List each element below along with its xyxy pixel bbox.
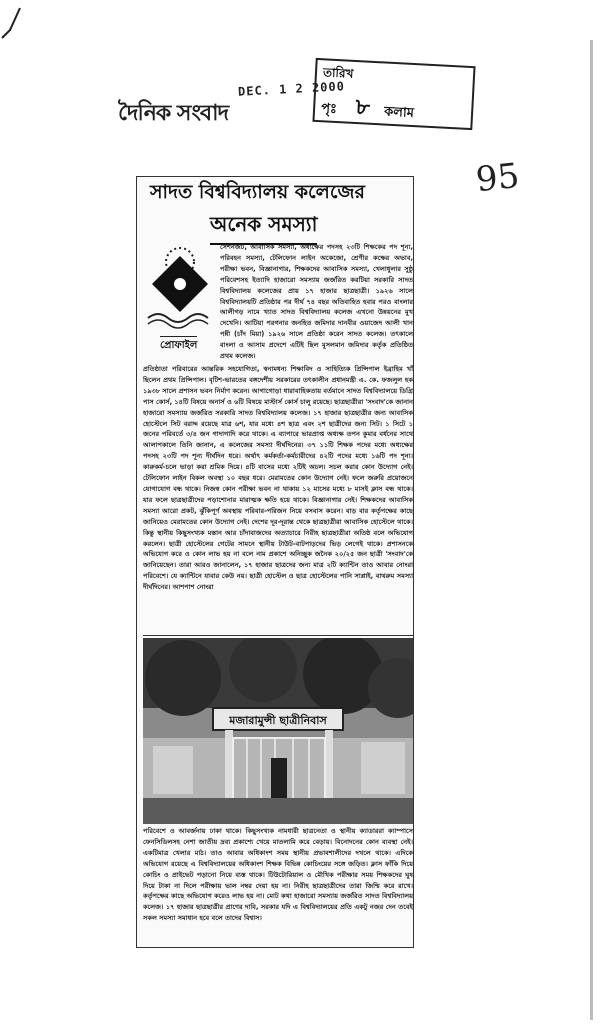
date-stamp: DEC. 1 2 2000 (237, 79, 346, 99)
profile-label: প্রোফাইল (160, 336, 197, 355)
stamp-page-number: ৮ (354, 95, 371, 121)
photo-top-rule (143, 635, 413, 636)
stamp-page-label: পৃঃ (320, 101, 338, 118)
newspaper-masthead: দৈনিক সংবাদ (118, 100, 229, 126)
article-paragraph-intro: সেশনজট, আবাসিক সমস্যা, অধ্যক্ষের পদসহ ২৩টি শিক্ষকের পদ শূন্য, পরিবহন সমস্যা, টেলিফোন লাইন অকেজো, শ্রেণীর কক্ষের অভাব, পরীক্ষা ভবন, বিজ্ঞানাগার, শিক্ষকদের আবাসিক সমস্যা, খেলাধুলার সুষ্ঠু পরিবেশসহ ইত্যাদি হাজারো সমস্যায় জর্জরিত করটিয়া সরকারি সাদত বিশ্ববিদ্যালয় কলেজের প্রায় ১৭ হাজার ছাত্রছাত্রী। ১৯২৬ সালে বিশ্ববিদ্যালয়টি প্রতিষ্ঠার পর দীর্ঘ ৭৪ বছর অতিবাহিত হবার পরও বাংলার আলীগড় নামে খ্যাত সাদত বিশ্ববিদ্যালয় কলেজ এখনো উন্নয়নের মুখ দেখেনি। আটিয়া পরগনার জনহিত জমিদার দানবীর ওয়াজেদ আলী খান পন্নী (চাঁদ মিয়া) ১৯২৬ সালে প্রতিষ্ঠা করেন সাদত কলেজ। তৎকালে বাংলা ও আসাম প্রদেশে এটিই ছিল মুসলমান জমিদার কর্তৃক প্রতিষ্ঠিত প্রথম কলেজ। (220, 243, 413, 361)
profile-logo-icon (142, 240, 214, 330)
stamp-date-label: তারিখ (322, 65, 354, 81)
article-headline-line2: অনেক সমস্যা (210, 210, 317, 245)
article-paragraph-conclusion: পরিবেশে ও আবর্জনায় ঢাকা থাকে। কিছুসংখ্যক নামধারী ছাত্রনেতা ও স্থানীয় ক্যাডাররা ক্যাম্পাসে ফেনসিডিলসহ নেশা জাতীয় দ্রব্য প্রকাশ্যে খেয়ে মাতলামি করে বেড়ায়। বিনোদনের কোন ব্যবস্থা নেই। একটিমাত্র খেলার মাঠ। তাও আবার অধিকাংশ সময় স্থানীয় প্রভাবশালীদের দখলে থাকে। এদিকে অভিযোগ রয়েছে এ বিশ্ববিদ্যালয়ের অধিকাংশ শিক্ষক বিভিন্ন কোচিংয়ের সঙ্গে জড়িত। ক্লাস ফাঁকি দিয়ে কোচিং ও প্রাইভেট পড়ানো নিয়ে ব্যস্ত থাকে। টিউটোরিয়াল ও মৌখিক পরীক্ষার সময় শিক্ষকদের ঘুষ দিয়ে টাকা না দিলে পরীক্ষায় ভাল নম্বর দেয়া হয় না। নিরীহ ছাত্রছাত্রীদের তারা জিম্মি করে রাখে। কর্তৃপক্ষের কাছে অভিযোগ করেও লাভ হয় না। মোট কথা হাজারো সমস্যায় জর্জরিত সাদত বিশ্ববিদ্যালয় কলেজ। ১৭ হাজার ছাত্রছাত্রীর প্রাণের দাবি, সরকার যদি এ বিশ্ববিদ্যালয়ের প্রতি একটু নজর দেন তবেই সকল সমস্যা সমাধান হবে বলে তাদের বিশ্বাস। (143, 827, 413, 923)
page-corner-mark (0, 0, 40, 40)
article-headline-line1: সাদত বিশ্ববিদ্যালয় কলেজের (150, 181, 365, 203)
stamp-column-label: কলাম (383, 104, 415, 122)
article-paragraph-body: প্রতিষ্ঠাতা পরিবারের আন্তরিক সহযোগিতা, স্বনামধন্য শিক্ষাবিদ ও সাহিত্যিক প্রিন্সিপাল ইব্রাহিম খাঁ ছিলেন প্রথম প্রিন্সিপাল। বৃটিশ-ভারতের বঙ্গদেশীয় সরকারের তৎকালীন প্রধানমন্ত্রী এ. কে. ফজলুল হক ১৯৩৮ সালে প্রশাসন ভবন নির্মাণ করেন। আগাগোড়া ধারাবাহিকতায় বর্তমানে সাদত বিশ্ববিদ্যালয়ে ডিগ্রি পাস কোর্স, ১৪টি বিষয়ে অনার্স ও ৬টি বিষয়ে মাস্টার্স কোর্স চালু রয়েছে। ছাত্রছাত্রীরা 'সংবাদ'কে জানান হাজারো সমস্যায় জর্জরিত সরকারি সাদত বিশ্ববিদ্যালয় কলেজ। ১৭ হাজার ছাত্রছাত্রীর জন্য আবাসিক হোস্টেলে সিট বরাদ্দ রয়েছে মাত্র ৬শ, যার মধ্যে ৪শ ছাত্র এবং ২শ ছাত্রীদের জন্য সিট। ১ সিটে ১ জনের পরিবর্তে ৩/৪ জন গাদাগাদি করে থাকে। এ ব্যাপারে ভারপ্রাপ্ত অধ্যক্ষ তপন কুমার বর্ধনের সাথে আলাপকালে তিনি জানান, এ কলেজের সমস্যা দীর্ঘদিনের। ৩৭ ১১টি শিক্ষক পদের মধ্যে অধ্যক্ষের পদসহ ২৩টি পদ শূন্য দীর্ঘদিন ধরে। অর্থাৎ কর্মকর্তা-কর্মচারীদের ৪২টি পদের মধ্যে ১৬টি পদ শূন্য। কারুকর্ম-চলে ভাড়া করা শ্রমিক দিয়ে। ৪টি বাসের মধ্যে ২টিই অচল। সচল করার কোন উদ্যোগ নেই। টেলিফোন লাইন বিকল অবস্থা ১০ বছর ধরে। মেরামতের কোন উদ্যোগ নেই। ফলে জরুরি প্রয়োজনে যোগাযোগ বন্ধ থাকে। নিজস্ব কোন পরীক্ষা ভবন না থাকায় ১২ মাসের মধ্যে ৮ মাসই ক্লাস বন্ধ থাকে। যার ফলে ছাত্রছাত্রীদের পড়াশোনার মারাত্মক ক্ষতি হয়ে থাকে। বিজ্ঞানাগার নেই। শিক্ষকদের আবাসিক সমস্যা আরো প্রকট, ঝুঁকিপূর্ণ অবস্থায় পরিবার-পরিজন নিয়ে বসবাস করেন। বাড় বার কর্তৃপক্ষের কাছে জানিয়েও মেরামতের কোন উদ্যোগ নেই। দেশের দূর-দূরান্ত থেকে ছাত্রছাত্রীরা আবাসিক হোস্টেলে থাকে। কিন্তু স্থানীয় কিছুসংখ্যক মস্তান আর চাঁদাবাজদের অত্যাচারে নিরীহ ছাত্রছাত্রীরা অতিষ্ঠ বলে অভিযোগ করলেন। ছাত্রী হোস্টেলের গেটের সামনে স্থানীয় টাউট-বাটপাড়দের ভিড় লেগেই থাকে। প্রশাসনকে অভিযোগ করে ও কোন লাভ হয় না বলে নাম প্রকাশে অনিচ্ছুক জনৈক ২০/২৫ জন ছাত্রী 'সংবাদ'কে জানিয়েছেন। তারা আরও জানালেন, ১৭ হাজার ছাত্রদের জন্য মাত্র ২টি ক্যান্টিন তাও আবার নোংরা পরিবেশে। যে ক্যান্টিনে যাবার কেউ নয়। ছাত্রী হোস্টেল ও ছাত্র হোস্টেলের পানি সাপ্লাই, বাথরুম সমস্যা দীর্ঘদিনের। আশপাশ নোংরা (143, 365, 413, 592)
archive-stamp (312, 58, 475, 130)
stamp-page-line (320, 88, 415, 130)
handwritten-file-number: 95 (474, 155, 522, 201)
hostel-gate-photo (143, 638, 413, 824)
hostel-sign-text: মজারামুন্সী ছাত্রীনিবাস (229, 714, 327, 727)
scan-edge-line (590, 40, 593, 1020)
